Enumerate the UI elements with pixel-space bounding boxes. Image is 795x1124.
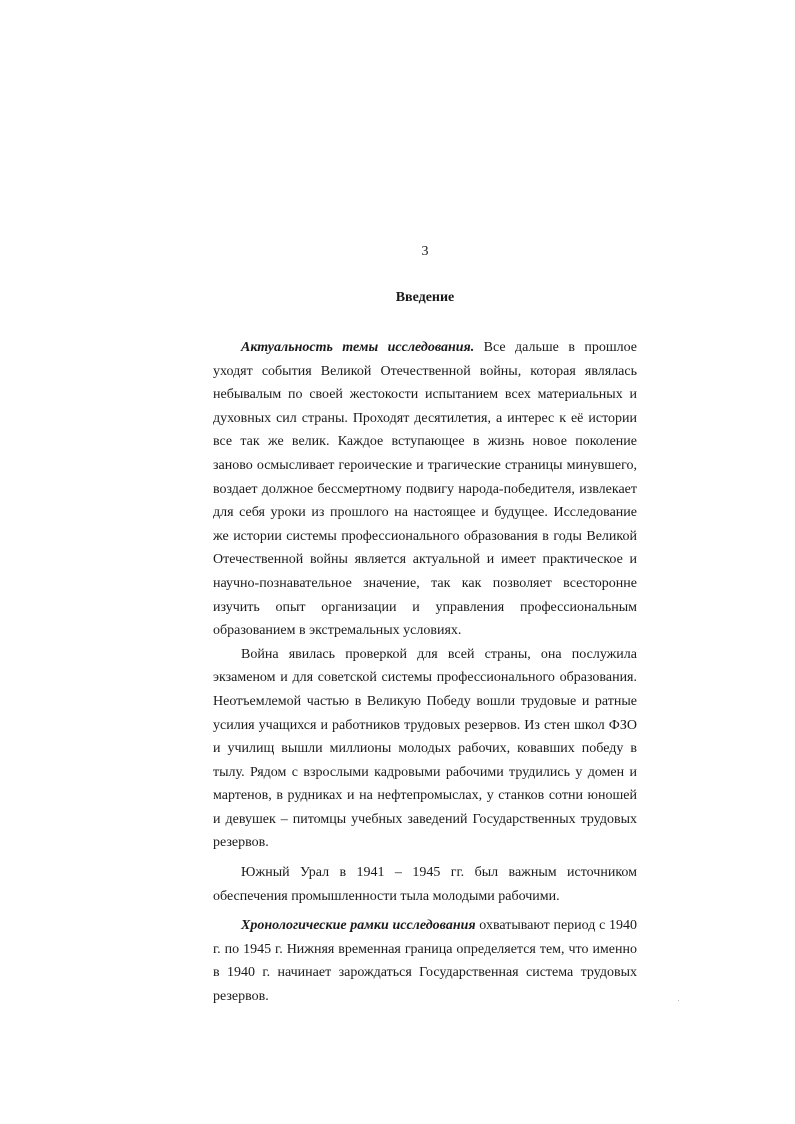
body-text bbox=[213, 336, 637, 1009]
paragraph-war-test: Война явилась проверкой для всей страны, она послужила экзаменом и для советской системы профессионального образования. Неотъемлемой частью в Великую Победу вошли трудовые и ратные усилия учащихся и работников трудовых резервов. Из стен школ ФЗО и училищ вышли миллионы молодых рабочих, ковавших победу в тылу. Рядом с взрослыми кадровыми рабочими трудились у домен и мартенов, в рудниках и на нефтепромыслах, у станков сотни юношей и девушек – питомцы учебных заведений Государственных трудовых резервов. bbox=[213, 646, 637, 851]
paragraph-text: Все дальше в прошлое уходят события Великой Отечественной войны, которая являлась небывалым по своей жестокости испытанием всех материальных и духовных сил страны. Проходят десятилетия, а интерес к её истории все так же велик. Каждое вступающее в жизнь новое поколение заново осмысливает героические и трагические страницы минувшего, воздает должное бессмертному подвигу народа-победителя, извлекает для себя уроки из прошлого на настоящее и будущее. Исследование же истории системы профессионального образования в годы Великой Отечественной войны является актуальной и имеет практическое и научно-познавательное значение, так как позволяет всесторонне изучить опыт организации и управления профессиональным образованием в экстремальных условиях. bbox=[213, 340, 638, 639]
paragraph-lead: Актуальность темы исследования. bbox=[241, 340, 475, 355]
paragraph-chronology bbox=[213, 914, 637, 1008]
paragraph-text: охватывают период с 1940 г. по 1945 г. Нижняя временная граница определяется тем, что именно в 1940 г. начинает зарождаться Государственная система трудовых резервов. bbox=[213, 918, 637, 1005]
section-heading: Введение bbox=[395, 290, 455, 305]
paragraph-relevance bbox=[213, 336, 637, 643]
scan-speck bbox=[678, 1000, 679, 1001]
paragraph-south-ural: Южный Урал в 1941 – 1945 гг. был важным источником обеспечения промышленности тыла молодыми рабочими. bbox=[213, 865, 637, 904]
page-number: 3 bbox=[421, 244, 429, 259]
paragraph-lead: Хронологические рамки исследования bbox=[241, 918, 476, 934]
